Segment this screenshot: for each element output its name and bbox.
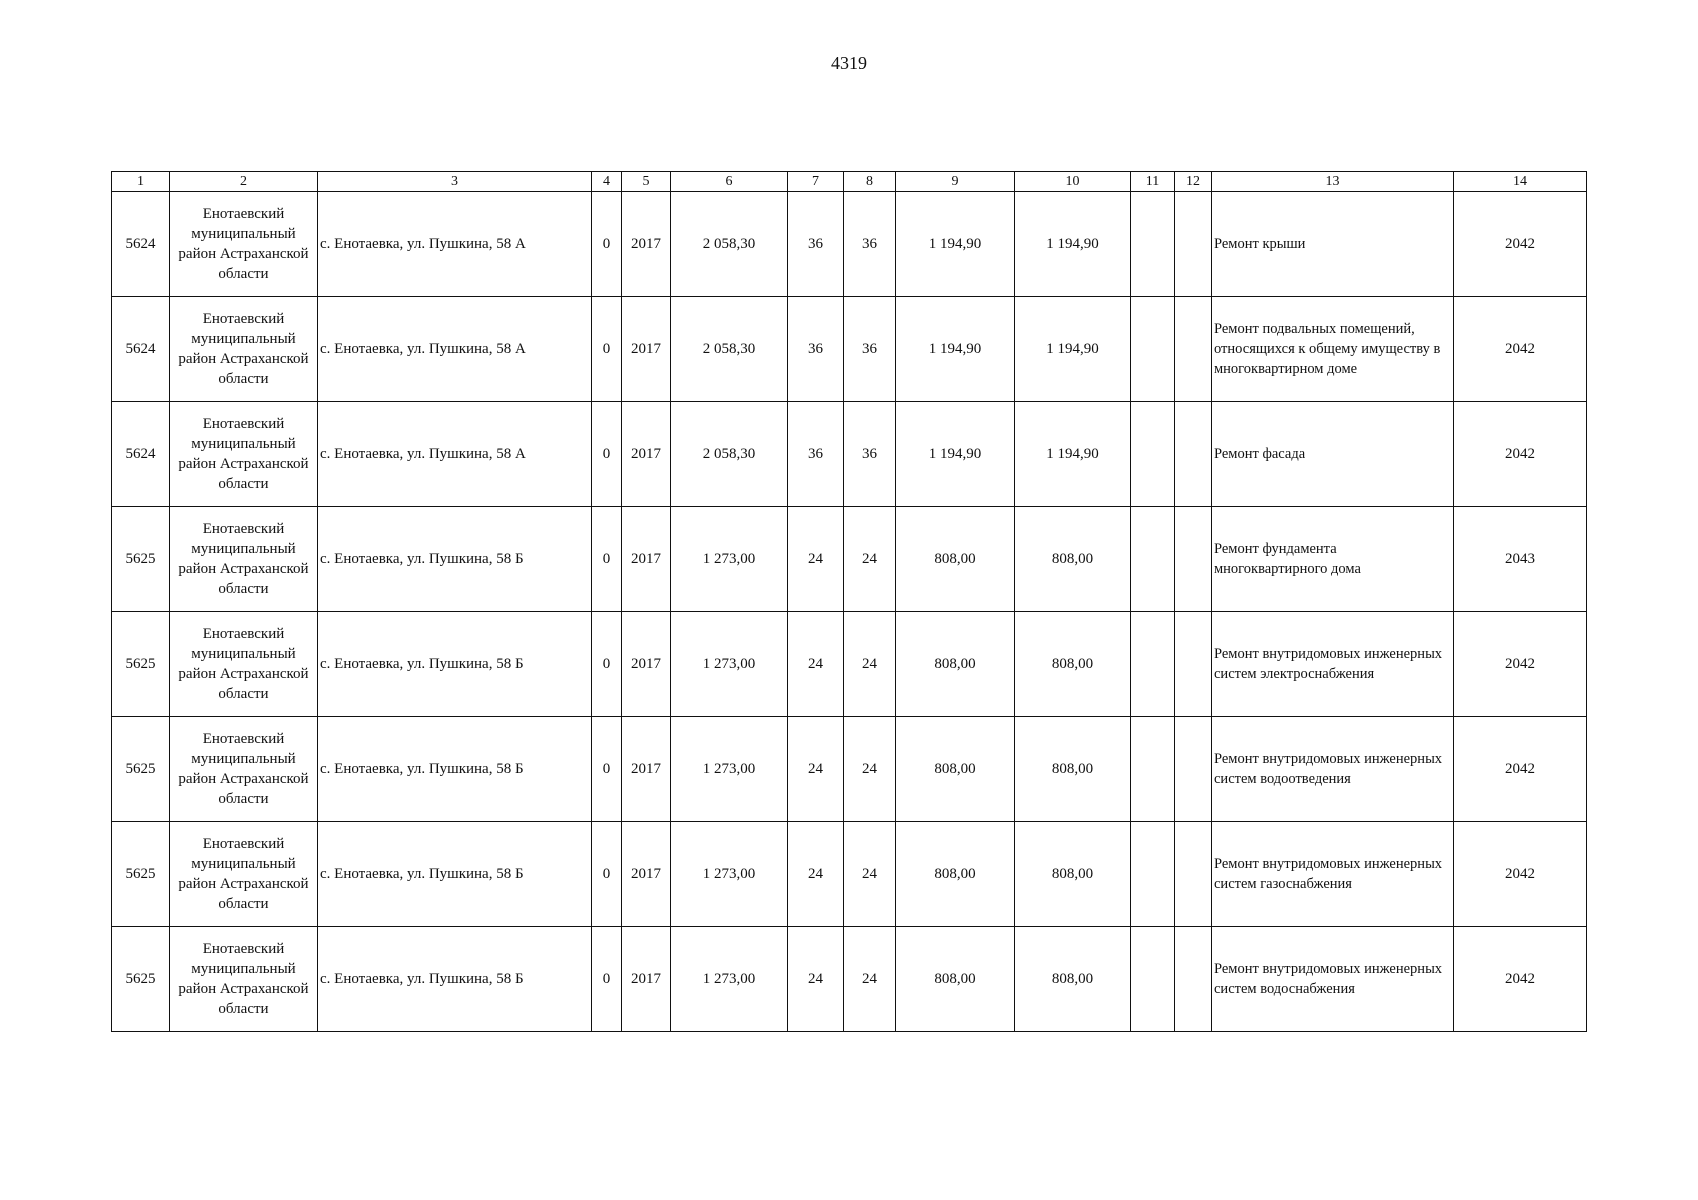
cell-col-11 — [1131, 822, 1175, 927]
cell-work-type: Ремонт фасада — [1212, 402, 1454, 507]
cell-col-10: 808,00 — [1015, 507, 1131, 612]
cell-work-type: Ремонт подвальных помещений, относящихся к общему имуществу в многоквартирном доме — [1212, 297, 1454, 402]
cell-col-11 — [1131, 297, 1175, 402]
cell-col-10: 1 194,90 — [1015, 297, 1131, 402]
cell-total-area: 1 273,00 — [671, 612, 788, 717]
column-number: 1 — [112, 172, 170, 192]
cell-year: 2017 — [622, 927, 671, 1032]
cell-col-10: 808,00 — [1015, 612, 1131, 717]
column-number: 6 — [671, 172, 788, 192]
cell-work-type: Ремонт внутридомовых инженерных систем газоснабжения — [1212, 822, 1454, 927]
cell-planned-year: 2042 — [1454, 297, 1587, 402]
column-number: 14 — [1454, 172, 1587, 192]
cell-house-id: 5624 — [112, 192, 170, 297]
column-number: 9 — [896, 172, 1015, 192]
table-row — [112, 717, 1587, 822]
cell-work-type: Ремонт внутридомовых инженерных систем водоотведения — [1212, 717, 1454, 822]
cell-col-8: 24 — [844, 507, 896, 612]
cell-work-type: Ремонт фундамента многоквартирного дома — [1212, 507, 1454, 612]
table-row — [112, 822, 1587, 927]
cell-col-7: 36 — [788, 297, 844, 402]
cell-col-12 — [1175, 507, 1212, 612]
cell-total-area: 2 058,30 — [671, 297, 788, 402]
cell-col-10: 808,00 — [1015, 927, 1131, 1032]
cell-col-9: 808,00 — [896, 507, 1015, 612]
cell-year: 2017 — [622, 192, 671, 297]
cell-col-11 — [1131, 507, 1175, 612]
page-number: 4319 — [831, 53, 867, 73]
cell-address: с. Енотаевка, ул. Пушкина, 58 А — [318, 402, 592, 507]
cell-col-10: 808,00 — [1015, 717, 1131, 822]
cell-year: 2017 — [622, 402, 671, 507]
cell-col-9: 808,00 — [896, 612, 1015, 717]
cell-house-id: 5624 — [112, 402, 170, 507]
cell-col-12 — [1175, 822, 1212, 927]
table-row — [112, 192, 1587, 297]
cell-municipality: Енотаевский муниципальный район Астраханской области — [170, 612, 318, 717]
cell-col-11 — [1131, 717, 1175, 822]
cell-col-11 — [1131, 612, 1175, 717]
cell-municipality: Енотаевский муниципальный район Астраханской области — [170, 402, 318, 507]
cell-col-8: 36 — [844, 297, 896, 402]
cell-address: с. Енотаевка, ул. Пушкина, 58 Б — [318, 612, 592, 717]
cell-col-12 — [1175, 612, 1212, 717]
cell-address: с. Енотаевка, ул. Пушкина, 58 Б — [318, 507, 592, 612]
cell-municipality: Енотаевский муниципальный район Астраханской области — [170, 507, 318, 612]
column-number: 4 — [592, 172, 622, 192]
column-number: 13 — [1212, 172, 1454, 192]
cell-col-8: 36 — [844, 192, 896, 297]
cell-planned-year: 2042 — [1454, 927, 1587, 1032]
column-number: 8 — [844, 172, 896, 192]
cell-address: с. Енотаевка, ул. Пушкина, 58 Б — [318, 927, 592, 1032]
cell-col-9: 808,00 — [896, 927, 1015, 1032]
cell-address: с. Енотаевка, ул. Пушкина, 58 Б — [318, 822, 592, 927]
cell-municipality: Енотаевский муниципальный район Астраханской области — [170, 927, 318, 1032]
table-row — [112, 927, 1587, 1032]
cell-work-type: Ремонт внутридомовых инженерных систем водоснабжения — [1212, 927, 1454, 1032]
cell-col-9: 1 194,90 — [896, 402, 1015, 507]
cell-col-12 — [1175, 927, 1212, 1032]
cell-col-4: 0 — [592, 402, 622, 507]
cell-house-id: 5625 — [112, 717, 170, 822]
cell-address: с. Енотаевка, ул. Пушкина, 58 А — [318, 297, 592, 402]
cell-col-11 — [1131, 192, 1175, 297]
cell-col-7: 24 — [788, 927, 844, 1032]
cell-col-7: 36 — [788, 402, 844, 507]
table-row — [112, 297, 1587, 402]
cell-col-4: 0 — [592, 192, 622, 297]
cell-house-id: 5624 — [112, 297, 170, 402]
cell-col-9: 808,00 — [896, 822, 1015, 927]
cell-address: с. Енотаевка, ул. Пушкина, 58 А — [318, 192, 592, 297]
cell-col-4: 0 — [592, 612, 622, 717]
cell-house-id: 5625 — [112, 507, 170, 612]
cell-col-7: 24 — [788, 822, 844, 927]
cell-col-12 — [1175, 297, 1212, 402]
cell-planned-year: 2043 — [1454, 507, 1587, 612]
cell-house-id: 5625 — [112, 822, 170, 927]
cell-total-area: 2 058,30 — [671, 192, 788, 297]
cell-col-9: 1 194,90 — [896, 297, 1015, 402]
column-number: 11 — [1131, 172, 1175, 192]
column-number: 5 — [622, 172, 671, 192]
cell-col-12 — [1175, 402, 1212, 507]
cell-col-10: 1 194,90 — [1015, 402, 1131, 507]
cell-planned-year: 2042 — [1454, 612, 1587, 717]
table-row — [112, 402, 1587, 507]
column-number: 2 — [170, 172, 318, 192]
cell-year: 2017 — [622, 612, 671, 717]
cell-col-10: 808,00 — [1015, 822, 1131, 927]
cell-col-4: 0 — [592, 507, 622, 612]
cell-col-11 — [1131, 927, 1175, 1032]
cell-house-id: 5625 — [112, 612, 170, 717]
cell-total-area: 1 273,00 — [671, 822, 788, 927]
cell-planned-year: 2042 — [1454, 402, 1587, 507]
cell-col-12 — [1175, 717, 1212, 822]
cell-col-4: 0 — [592, 717, 622, 822]
column-number: 7 — [788, 172, 844, 192]
cell-col-7: 24 — [788, 507, 844, 612]
column-number-row — [112, 172, 1587, 192]
cell-total-area: 1 273,00 — [671, 507, 788, 612]
cell-total-area: 1 273,00 — [671, 927, 788, 1032]
cell-col-8: 24 — [844, 927, 896, 1032]
cell-house-id: 5625 — [112, 927, 170, 1032]
cell-year: 2017 — [622, 507, 671, 612]
cell-address: с. Енотаевка, ул. Пушкина, 58 Б — [318, 717, 592, 822]
cell-col-7: 36 — [788, 192, 844, 297]
cell-total-area: 1 273,00 — [671, 717, 788, 822]
register-table — [111, 171, 1587, 1032]
cell-col-7: 24 — [788, 717, 844, 822]
cell-col-8: 24 — [844, 717, 896, 822]
cell-year: 2017 — [622, 717, 671, 822]
cell-municipality: Енотаевский муниципальный район Астраханской области — [170, 297, 318, 402]
cell-year: 2017 — [622, 822, 671, 927]
cell-col-9: 808,00 — [896, 717, 1015, 822]
cell-col-12 — [1175, 192, 1212, 297]
cell-year: 2017 — [622, 297, 671, 402]
cell-work-type: Ремонт внутридомовых инженерных систем электроснабжения — [1212, 612, 1454, 717]
cell-planned-year: 2042 — [1454, 717, 1587, 822]
cell-col-11 — [1131, 402, 1175, 507]
table-row — [112, 612, 1587, 717]
cell-planned-year: 2042 — [1454, 822, 1587, 927]
cell-col-7: 24 — [788, 612, 844, 717]
cell-col-8: 36 — [844, 402, 896, 507]
cell-col-4: 0 — [592, 927, 622, 1032]
cell-work-type: Ремонт крыши — [1212, 192, 1454, 297]
cell-total-area: 2 058,30 — [671, 402, 788, 507]
column-number: 12 — [1175, 172, 1212, 192]
cell-col-8: 24 — [844, 612, 896, 717]
cell-planned-year: 2042 — [1454, 192, 1587, 297]
cell-municipality: Енотаевский муниципальный район Астраханской области — [170, 192, 318, 297]
table-row — [112, 507, 1587, 612]
cell-col-4: 0 — [592, 822, 622, 927]
cell-col-9: 1 194,90 — [896, 192, 1015, 297]
cell-col-8: 24 — [844, 822, 896, 927]
cell-municipality: Енотаевский муниципальный район Астраханской области — [170, 822, 318, 927]
column-number: 10 — [1015, 172, 1131, 192]
cell-col-4: 0 — [592, 297, 622, 402]
column-number: 3 — [318, 172, 592, 192]
cell-municipality: Енотаевский муниципальный район Астраханской области — [170, 717, 318, 822]
table-body — [112, 172, 1587, 1032]
cell-col-10: 1 194,90 — [1015, 192, 1131, 297]
